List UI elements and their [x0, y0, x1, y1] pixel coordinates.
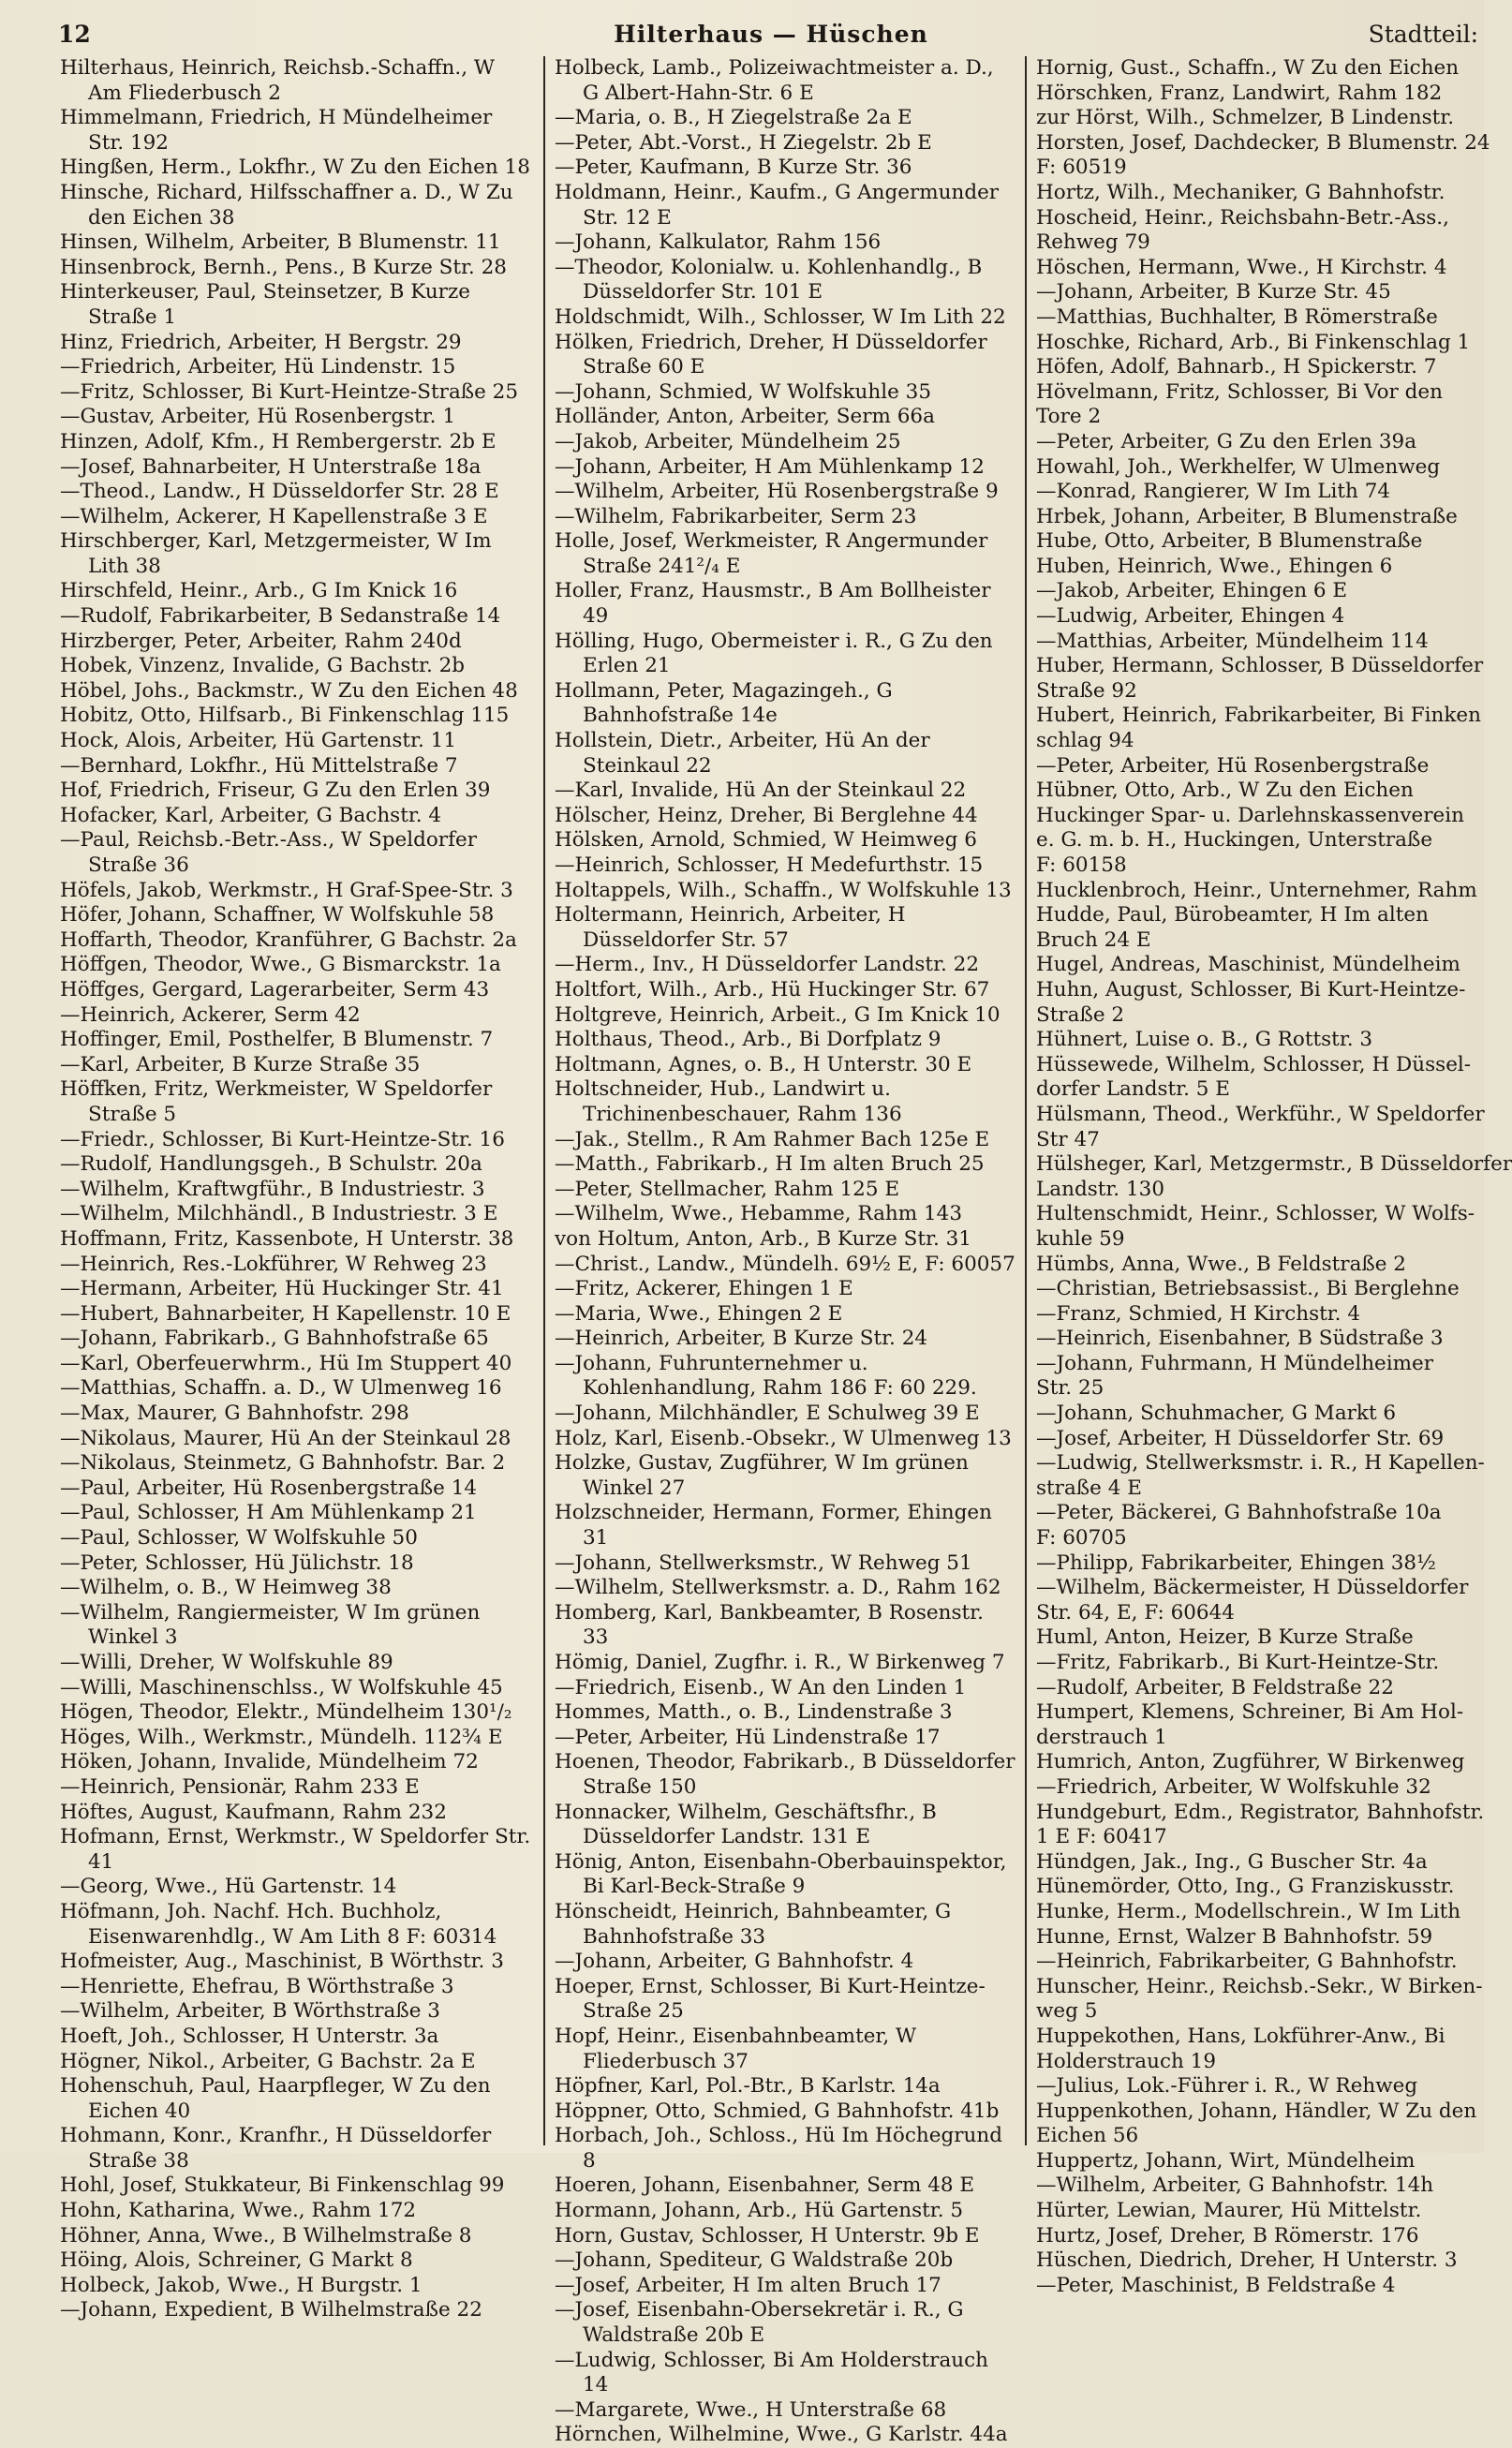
directory-entry: Hube, Otto, Arbeiter, B Blumenstraße [1036, 529, 1423, 554]
directory-entry: Hinzen, Adolf, Kfm., H Rembergerstr. 2b E [60, 429, 497, 453]
directory-entry: Holtmann, Agnes, o. B., H Unterstr. 30 E [555, 1052, 972, 1076]
directory-entry: —Ludwig, Schlosser, Bi Am Holderstrauch 14 [555, 2348, 989, 2397]
directory-entry: —Theod., Landw., H Düsseldorfer Str. 28 E [60, 480, 499, 504]
directory-entry: Hinz, Friedrich, Arbeiter, H Bergstr. 29 [60, 330, 462, 354]
directory-entry: Hilterhaus, Heinrich, Reichsb.-Schaffn., W Am Fliederbusch 2 [60, 56, 495, 105]
page-title: Hilterhaus — Hüschen [614, 21, 928, 48]
directory-entry: —Paul, Schlosser, H Am Mühlenkamp 21 [60, 1501, 477, 1525]
directory-entry: Hönig, Anton, Eisenbahn-Oberbauinspektor, Bi Karl-Beck-Straße 9 [555, 1849, 1007, 1899]
directory-entry: 1 E F: 60417 [1036, 1825, 1167, 1849]
directory-entry: Höfels, Jakob, Werkmstr., H Graf-Spee-Str. 3 [60, 878, 513, 902]
directory-entry: Hinterkeuser, Paul, Steinsetzer, B Kurze Straße 1 [60, 280, 471, 329]
directory-entry: Höschen, Hermann, Wwe., H Kirchstr. 4 [1036, 255, 1447, 279]
directory-entry: Landstr. 130 [1036, 1177, 1164, 1201]
directory-entry: Holtermann, Heinrich, Arbeiter, H Düsseldorfer Str. 57 [555, 903, 906, 952]
directory-entry: Hohl, Josef, Stukkateur, Bi Finkenschlag 99 [60, 2174, 505, 2198]
directory-entry: Hümbs, Anna, Wwe., B Feldstraße 2 [1036, 1252, 1406, 1276]
directory-entry: Straße 92 [1036, 678, 1137, 703]
directory-entry: —Franz, Schmied, H Kirchstr. 4 [1036, 1301, 1361, 1326]
directory-entry: —Fritz, Schlosser, Bi Kurt-Heintze-Straße 25 [60, 379, 519, 404]
column-3 [1025, 56, 1512, 2297]
directory-entry: Hoffinger, Emil, Posthelfer, B Blumenstr. 7 [60, 1028, 494, 1052]
directory-entry: —Friedrich, Arbeiter, W Wolfskuhle 32 [1036, 1774, 1431, 1799]
directory-entry: Hönscheidt, Heinrich, Bahnbeamter, G Bahnhofstraße 33 [555, 1899, 952, 1949]
directory-entry: —Josef, Bahnarbeiter, H Unterstraße 18a [60, 454, 482, 479]
directory-entry: —Wilhelm, Ackerer, H Kapellenstraße 3 E [60, 504, 488, 528]
directory-entry: —Heinrich, Fabrikarbeiter, G Bahnhofstr. [1036, 1950, 1458, 1974]
directory-entry: Hunke, Herm., Modellschrein., W Im Lith [1036, 1899, 1461, 1923]
directory-entry: Hörschken, Franz, Landwirt, Rahm 182 [1036, 81, 1443, 105]
directory-entry: Holländer, Anton, Arbeiter, Serm 66a [555, 405, 935, 429]
directory-entry: —Paul, Schlosser, W Wolfskuhle 50 [60, 1526, 418, 1550]
directory-columns [58, 56, 1512, 2447]
directory-entry: —Friedrich, Arbeiter, Hü Lindenstr. 15 [60, 355, 456, 379]
directory-entry: weg 5 [1036, 1999, 1098, 2024]
directory-entry: —Wilhelm, Rangiermeister, W Im grünen Winkel 3 [60, 1600, 481, 1650]
directory-entry: —Karl, Oberfeuerwhrm., Hü Im Stuppert 40 [60, 1351, 512, 1375]
directory-entry: Holtappels, Wilh., Schaffn., W Wolfskuhle 13 [555, 878, 1012, 902]
directory-entry: —Johann, Schuhmacher, G Markt 6 [1036, 1402, 1397, 1426]
directory-entry: Hürter, Lewian, Maurer, Hü Mittelstr. [1036, 2199, 1422, 2223]
directory-entry: Hinsche, Richard, Hilfsschaffner a. D., W Zu den Eichen 38 [60, 180, 513, 230]
directory-entry: Hoffmann, Fritz, Kassenbote, H Unterstr. 38 [60, 1226, 514, 1251]
directory-entry: —Jakob, Arbeiter, Ehingen 6 E [1036, 579, 1348, 603]
directory-entry: Hoeren, Johann, Eisenbahner, Serm 48 E [555, 2174, 975, 2198]
directory-entry: Högen, Theodor, Elektr., Mündelheim 130¹/₂ [60, 1700, 512, 1725]
column-2 [543, 56, 1025, 2447]
directory-entry: Str. 25 [1036, 1376, 1104, 1401]
directory-entry: —Theodor, Kolonialw. u. Kohlenhandlg., B Düsseldorfer Str. 101 E [555, 255, 983, 304]
directory-entry: Himmelmann, Friedrich, H Mündelheimer Str. 192 [60, 106, 493, 155]
directory-entry: —Christian, Betriebsassist., Bi Berglehne [1036, 1277, 1460, 1301]
directory-entry: —Josef, Arbeiter, H Düsseldorfer Str. 69 [1036, 1426, 1445, 1450]
directory-entry: Holtfort, Wilh., Arb., Hü Huckinger Str. 67 [555, 977, 990, 1001]
directory-entry: Höffgen, Theodor, Wwe., G Bismarckstr. 1a [60, 953, 501, 977]
directory-entry: Howahl, Joh., Werkhelfer, W Ulmenweg [1036, 454, 1441, 479]
directory-entry: —Konrad, Rangierer, W Im Lith 74 [1036, 480, 1391, 504]
directory-entry: Hudde, Paul, Bürobeamter, H Im alten [1036, 903, 1429, 927]
directory-entry: —Karl, Invalide, Hü An der Steinkaul 22 [555, 779, 967, 803]
directory-entry: —Rudolf, Fabrikarbeiter, B Sedanstraße 14 [60, 604, 501, 629]
directory-entry: —Matthias, Schaffn. a. D., W Ulmenweg 16 [60, 1376, 502, 1401]
directory-entry: —Peter, Maschinist, B Feldstraße 4 [1036, 2273, 1396, 2297]
directory-entry: Honnacker, Wilhelm, Geschäftsfhr., B Düsseldorfer Landstr. 131 E [555, 1800, 937, 1849]
directory-entry: e. G. m. b. H., Huckingen, Unterstraße [1036, 828, 1433, 853]
directory-entry: Hugel, Andreas, Maschinist, Mündelheim [1036, 953, 1460, 977]
directory-entry: Höing, Alois, Schreiner, G Markt 8 [60, 2248, 413, 2273]
directory-entry: Holtschneider, Hub., Landwirt u. Trichinenbeschauer, Rahm 136 [555, 1077, 902, 1126]
directory-entry: —Willi, Maschinenschlss., W Wolfskuhle 45 [60, 1675, 503, 1699]
directory-entry: —Maria, Wwe., Ehingen 2 E [555, 1301, 843, 1326]
directory-entry: derstrauch 1 [1036, 1725, 1167, 1749]
directory-entry: —Hermann, Arbeiter, Hü Huckinger Str. 41 [60, 1277, 504, 1301]
directory-entry: —Wilhelm, Wwe., Hebamme, Rahm 143 [555, 1202, 963, 1226]
directory-entry: Holthaus, Theod., Arb., Bi Dorfplatz 9 [555, 1028, 941, 1052]
column-1 [58, 56, 543, 2322]
directory-entry: —Nikolaus, Maurer, Hü An der Steinkaul 28 [60, 1426, 511, 1450]
directory-entry: —Friedrich, Eisenb., W An den Linden 1 [555, 1675, 967, 1699]
directory-entry: Hüssewede, Wilhelm, Schlosser, H Düssel- [1036, 1052, 1472, 1076]
directory-entry: Höppner, Otto, Schmied, G Bahnhofstr. 41b [555, 2099, 1000, 2123]
directory-entry: Huml, Anton, Heizer, B Kurze Straße [1036, 1625, 1414, 1650]
directory-entry: Hobitz, Otto, Hilfsarb., Bi Finkenschlag 115 [60, 704, 510, 728]
directory-entry: Holler, Franz, Hausmstr., B Am Bollheister 49 [555, 579, 991, 629]
directory-entry: F: 60519 [1036, 156, 1127, 180]
directory-entry: —Paul, Arbeiter, Hü Rosenbergstraße 14 [60, 1476, 478, 1500]
directory-entry: zur Hörst, Wilh., Schmelzer, B Lindenstr. [1036, 106, 1455, 130]
directory-entry: Höftes, August, Kaufmann, Rahm 232 [60, 1800, 447, 1824]
directory-entry: —Rudolf, Arbeiter, B Feldstraße 22 [1036, 1675, 1394, 1699]
directory-entry: Höbel, Johs., Backmstr., W Zu den Eichen 48 [60, 678, 518, 703]
directory-entry: Hövelmann, Fritz, Schlosser, Bi Vor den [1036, 379, 1443, 404]
directory-entry: Holzschneider, Hermann, Former, Ehingen 31 [555, 1501, 992, 1550]
directory-entry: Hoffarth, Theodor, Kranführer, G Bachstr. 2a [60, 927, 517, 952]
directory-entry: —Ludwig, Arbeiter, Ehingen 4 [1036, 604, 1345, 629]
directory-entry: —Wilhelm, Milchhändl., B Industriestr. 3 E [60, 1202, 498, 1226]
directory-entry: —Johann, Arbeiter, B Kurze Str. 45 [1036, 280, 1391, 304]
directory-entry: —Peter, Arbeiter, G Zu den Erlen 39a [1036, 429, 1417, 453]
directory-entry: —Peter, Kaufmann, B Kurze Str. 36 [555, 156, 912, 180]
directory-entry: Huckinger Spar- u. Darlehnskassenverein [1036, 803, 1464, 827]
directory-entry: —Heinrich, Pensionär, Rahm 233 E [60, 1774, 420, 1799]
directory-entry: Högner, Nikol., Arbeiter, G Bachstr. 2a E [60, 2049, 476, 2073]
directory-entry: straße 4 E [1036, 1476, 1142, 1500]
directory-entry: —Peter, Abt.-Vorst., H Ziegelstr. 2b E [555, 130, 932, 155]
directory-entry: Hohn, Katharina, Wwe., Rahm 172 [60, 2199, 417, 2223]
directory-entry: —Jak., Stellm., R Am Rahmer Bach 125e E [555, 1127, 990, 1151]
directory-entry: —Henriette, Ehefrau, B Wörthstraße 3 [60, 1974, 454, 1998]
directory-entry: Holdschmidt, Wilh., Schlosser, W Im Lith 22 [555, 304, 1006, 329]
directory-entry: —Johann, Schmied, W Wolfskuhle 35 [555, 379, 932, 404]
directory-entry: Hüschen, Diedrich, Dreher, H Unterstr. 3 [1036, 2248, 1458, 2273]
directory-entry: —Christ., Landw., Mündelh. 69½ E, F: 60057 [555, 1252, 1015, 1276]
directory-entry: Hölsken, Arnold, Schmied, W Heimweg 6 [555, 828, 977, 853]
directory-entry: Hunscher, Heinr., Reichsb.-Sekr., W Birken- [1036, 1974, 1483, 1998]
directory-entry: —Wilhelm, Bäckermeister, H Düsseldorfer [1036, 1576, 1469, 1600]
directory-entry: —Karl, Arbeiter, B Kurze Straße 35 [60, 1052, 421, 1076]
directory-entry: Rehweg 79 [1036, 230, 1150, 255]
directory-entry: —Willi, Dreher, W Wolfskuhle 89 [60, 1651, 393, 1674]
directory-entry: —Wilhelm, Kraftwgführ., B Industriestr. 3 [60, 1177, 485, 1201]
directory-entry: Hingßen, Herm., Lokfhr., W Zu den Eichen 18 [60, 156, 530, 180]
directory-entry: Hormann, Johann, Arb., Hü Gartenstr. 5 [555, 2199, 964, 2223]
directory-entry: Hommes, Matth., o. B., Lindenstraße 3 [555, 1700, 953, 1725]
directory-entry: —Wilhelm, Arbeiter, G Bahnhofstr. 14h [1036, 2174, 1434, 2198]
directory-entry: Holderstrauch 19 [1036, 2049, 1217, 2073]
directory-entry: Holbeck, Lamb., Polizeiwachtmeister a. D., G Albert-Hahn-Str. 6 E [555, 56, 994, 105]
directory-entry: —Jakob, Arbeiter, Mündelheim 25 [555, 429, 901, 453]
directory-entry: —Johann, Milchhändler, E Schulweg 39 E [555, 1402, 980, 1426]
directory-entry: —Johann, Kalkulator, Rahm 156 [555, 230, 882, 255]
directory-entry: Hofmeister, Aug., Maschinist, B Wörthstr. 3 [60, 1950, 504, 1974]
directory-entry: Höfen, Adolf, Bahnarb., H Spickerstr. 7 [1036, 355, 1437, 379]
directory-entry: Hoschke, Richard, Arb., Bi Finkenschlag 1 [1036, 330, 1471, 354]
directory-entry: Höfmann, Joh. Nachf. Hch. Buchholz, Eisenwarenhdlg., W Am Lith 8 F: 60314 [60, 1899, 497, 1949]
directory-entry: —Matthias, Buchhalter, B Römerstraße [1036, 304, 1438, 329]
directory-entry: —Johann, Fuhrunternehmer u. Kohlenhandlung, Rahm 186 F: 60 229. [555, 1351, 977, 1401]
directory-entry: kuhle 59 [1036, 1226, 1125, 1251]
directory-entry: Huben, Heinrich, Wwe., Ehingen 6 [1036, 554, 1393, 578]
directory-entry: Hirschfeld, Heinr., Arb., G Im Knick 16 [60, 579, 458, 603]
directory-entry: —Heinrich, Arbeiter, B Kurze Str. 24 [555, 1327, 928, 1351]
directory-entry: Hündgen, Jak., Ing., G Buscher Str. 4a [1036, 1849, 1428, 1874]
directory-entry: Huhn, August, Schlosser, Bi Kurt-Heintze- [1036, 977, 1466, 1001]
directory-entry: —Ludwig, Stellwerksmstr. i. R., H Kapellen- [1036, 1451, 1485, 1476]
directory-entry: Huber, Hermann, Schlosser, B Düsseldorfer [1036, 654, 1484, 678]
directory-entry: Hrbek, Johann, Arbeiter, B Blumenstraße [1036, 504, 1458, 528]
directory-entry: —Bernhard, Lokfhr., Hü Mittelstraße 7 [60, 753, 458, 778]
directory-entry: Hirschberger, Karl, Metzgermeister, W Im Lith 38 [60, 529, 492, 578]
directory-entry: Hühnert, Luise o. B., G Rottstr. 3 [1036, 1028, 1373, 1052]
directory-entry: Hoscheid, Heinr., Reichsbahn-Betr.-Ass., [1036, 205, 1449, 230]
directory-entry: Hoenen, Theodor, Fabrikarb., B Düsseldorfer Straße 150 [555, 1750, 1015, 1799]
directory-entry: —Wilhelm, Stellwerksmstr. a. D., Rahm 162 [555, 1576, 1001, 1600]
directory-entry: Holzke, Gustav, Zugführer, W Im grünen Winkel 27 [555, 1451, 969, 1500]
directory-entry: Bruch 24 E [1036, 927, 1151, 952]
directory-entry: Holdmann, Heinr., Kaufm., G Angermunder Str. 12 E [555, 180, 1000, 230]
directory-entry: Hurtz, Josef, Dreher, B Römerstr. 176 [1036, 2223, 1419, 2248]
directory-entry: —Peter, Arbeiter, Hü Rosenbergstraße [1036, 753, 1430, 778]
directory-entry: —Friedr., Schlosser, Bi Kurt-Heintze-Str. 16 [60, 1127, 505, 1151]
directory-entry: Hollmann, Peter, Magazingeh., G Bahnhofstraße 14e [555, 678, 893, 728]
directory-entry: Hundgeburt, Edm., Registrator, Bahnhofstr. [1036, 1800, 1485, 1824]
directory-entry: —Peter, Arbeiter, Hü Lindenstraße 17 [555, 1725, 941, 1749]
directory-entry: Tore 2 [1036, 405, 1102, 429]
page-number: 12 [58, 21, 91, 48]
directory-entry: Hoeper, Ernst, Schlosser, Bi Kurt-Heintze-Straße 25 [555, 1974, 986, 2024]
directory-entry: —Peter, Bäckerei, G Bahnhofstraße 10a [1036, 1501, 1442, 1525]
directory-entry: Höhner, Anna, Wwe., B Wilhelmstraße 8 [60, 2223, 472, 2248]
directory-entry: —Johann, Stellwerksmstr., W Rehweg 51 [555, 1550, 972, 1575]
directory-entry: —Johann, Arbeiter, G Bahnhofstr. 4 [555, 1950, 914, 1974]
directory-entry: Hübner, Otto, Arb., W Zu den Eichen [1036, 779, 1414, 803]
directory-entry: —Fritz, Fabrikarb., Bi Kurt-Heintze-Str. [1036, 1651, 1440, 1674]
directory-entry: —Peter, Stellmacher, Rahm 125 E [555, 1177, 900, 1201]
directory-entry: —Hubert, Bahnarbeiter, H Kapellenstr. 10 E [60, 1301, 511, 1326]
directory-entry: —Wilhelm, Arbeiter, Hü Rosenbergstraße 9 [555, 480, 999, 504]
directory-entry: Höpfner, Karl, Pol.-Btr., B Karlstr. 14a [555, 2074, 941, 2099]
directory-entry: Str 47 [1036, 1127, 1100, 1151]
directory-entry: schlag 94 [1036, 729, 1134, 753]
directory-entry: —Max, Maurer, G Bahnhofstr. 298 [60, 1402, 409, 1426]
directory-entry: Hünemörder, Otto, Ing., G Franziskusstr. [1036, 1875, 1455, 1899]
directory-entry: Hopf, Heinr., Eisenbahnbeamter, W Fliederbusch 37 [555, 2024, 917, 2073]
directory-entry: Hobek, Vinzenz, Invalide, G Bachstr. 2b [60, 654, 466, 678]
directory-entry: Hof, Friedrich, Friseur, G Zu den Erlen 39 [60, 779, 491, 803]
directory-entry: Huppekothen, Hans, Lokführer-Anw., Bi [1036, 2024, 1445, 2048]
directory-entry: —Georg, Wwe., Hü Gartenstr. 14 [60, 1875, 397, 1899]
directory-entry: —Wilhelm, Fabrikarbeiter, Serm 23 [555, 504, 917, 528]
directory-entry: Hultenschmidt, Heinr., Schlosser, W Wolfs- [1036, 1202, 1475, 1226]
directory-entry: Hörnchen, Wilhelmine, Wwe., G Karlstr. 44a [555, 2423, 1008, 2447]
directory-entry: Höken, Johann, Invalide, Mündelheim 72 [60, 1750, 479, 1774]
directory-entry: Höges, Wilh., Werkmstr., Mündelh. 112¾ E [60, 1725, 503, 1749]
directory-entry: Hohmann, Konr., Kranfhr., H Düsseldorfer Straße 38 [60, 2124, 492, 2173]
directory-entry: Str. 64, E, F: 60644 [1036, 1600, 1235, 1625]
directory-entry: Hubert, Heinrich, Fabrikarbeiter, Bi Finken [1036, 704, 1481, 728]
directory-entry: dorfer Landstr. 5 E [1036, 1077, 1230, 1102]
directory-entry: Homberg, Karl, Bankbeamter, B Rosenstr. 33 [555, 1600, 984, 1650]
directory-entry: —Josef, Arbeiter, H Im alten Bruch 17 [555, 2273, 941, 2297]
directory-entry: Huppertz, Johann, Wirt, Mündelheim [1036, 2148, 1416, 2173]
directory-entry: —Philipp, Fabrikarbeiter, Ehingen 38½ [1036, 1550, 1436, 1575]
directory-entry: —Wilhelm, Arbeiter, B Wörthstraße 3 [60, 1999, 440, 2024]
directory-entry: —Matth., Fabrikarb., H Im alten Bruch 25 [555, 1152, 985, 1177]
directory-entry: —Heinrich, Eisenbahner, B Südstraße 3 [1036, 1327, 1444, 1351]
directory-entry: —Heinrich, Schlosser, H Medefurthstr. 15 [555, 853, 984, 877]
directory-entry: Hohenschuh, Paul, Haarpfleger, W Zu den Eichen 40 [60, 2074, 491, 2123]
directory-entry: —Herm., Inv., H Düsseldorfer Landstr. 22 [555, 953, 980, 977]
directory-entry: Hölken, Friedrich, Dreher, H Düsseldorfer Straße 60 E [555, 330, 987, 379]
directory-entry: —Johann, Expedient, B Wilhelmstraße 22 [60, 2298, 482, 2322]
directory-entry: Hofmann, Ernst, Werkmstr., W Speldorfer Str. 41 [60, 1825, 531, 1874]
directory-entry: —Fritz, Ackerer, Ehingen 1 E [555, 1277, 853, 1301]
directory-entry: Horsten, Josef, Dachdecker, B Blumenstr. 24 [1036, 130, 1490, 155]
directory-entry: Holle, Josef, Werkmeister, R Angermunder Straße 241²/₄ E [555, 529, 988, 578]
directory-entry: Hirzberger, Peter, Arbeiter, Rahm 240d [60, 629, 462, 653]
directory-entry: Hucklenbroch, Heinr., Unternehmer, Rahm [1036, 878, 1477, 902]
directory-entry: F: 60158 [1036, 853, 1127, 877]
directory-entry: Humrich, Anton, Zugführer, W Birkenweg [1036, 1750, 1465, 1774]
directory-entry: F: 60705 [1036, 1526, 1127, 1550]
directory-entry: Horn, Gustav, Schlosser, H Unterstr. 9b E [555, 2223, 980, 2248]
directory-entry: Huppenkothen, Johann, Händler, W Zu den [1036, 2099, 1477, 2123]
directory-entry: Hölscher, Heinz, Dreher, Bi Berglehne 44 [555, 803, 978, 827]
directory-entry: Hoeft, Joh., Schlosser, H Unterstr. 3a [60, 2024, 439, 2048]
directory-entry: Höfer, Johann, Schaffner, W Wolfskuhle 58 [60, 903, 495, 927]
directory-entry: Hömig, Daniel, Zugfhr. i. R., W Birkenweg 7 [555, 1651, 1005, 1674]
directory-entry: —Josef, Eisenbahn-Obersekretär i. R., G Waldstraße 20b E [555, 2298, 964, 2348]
directory-entry: —Johann, Spediteur, G Waldstraße 20b [555, 2248, 954, 2273]
directory-entry: Hortz, Wilh., Mechaniker, G Bahnhofstr. [1036, 180, 1445, 204]
section-label: Stadtteil: [1368, 21, 1478, 48]
directory-entry: Hock, Alois, Arbeiter, Hü Gartenstr. 11 [60, 729, 456, 753]
directory-entry: Hofacker, Karl, Arbeiter, G Bachstr. 4 [60, 803, 442, 827]
directory-entry: Hölling, Hugo, Obermeister i. R., G Zu den Erlen 21 [555, 629, 993, 678]
directory-entry: —Nikolaus, Steinmetz, G Bahnhofstr. Bar. 2 [60, 1451, 506, 1476]
directory-entry: —Paul, Reichsb.-Betr.-Ass., W Speldorfer Straße 36 [60, 828, 478, 877]
directory-entry: Hinsenbrock, Bernh., Pens., B Kurze Str. 28 [60, 255, 507, 279]
directory-entry: —Wilhelm, o. B., W Heimweg 38 [60, 1576, 392, 1600]
directory-entry: Holtgreve, Heinrich, Arbeit., G Im Knick 10 [555, 1002, 1001, 1027]
directory-entry: —Julius, Lok.-Führer i. R., W Rehweg [1036, 2074, 1418, 2099]
directory-entry: Hülsheger, Karl, Metzgermstr., B Düsseldorfer [1036, 1152, 1512, 1177]
directory-entry: Hornig, Gust., Schaffn., W Zu den Eichen [1036, 56, 1460, 80]
directory-entry: —Johann, Arbeiter, H Am Mühlenkamp 12 [555, 454, 985, 479]
directory-entry: Horbach, Joh., Schloss., Hü Im Höchegrund 8 [555, 2124, 1002, 2173]
directory-entry: Hülsmann, Theod., Werkführ., W Speldorfer [1036, 1102, 1485, 1126]
directory-entry: —Johann, Fabrikarb., G Bahnhofstraße 65 [60, 1327, 489, 1351]
directory-entry: —Peter, Schlosser, Hü Jülichstr. 18 [60, 1550, 414, 1575]
directory-entry: —Gustav, Arbeiter, Hü Rosenbergstr. 1 [60, 405, 456, 429]
directory-entry: von Holtum, Anton, Arb., B Kurze Str. 31 [555, 1226, 971, 1251]
directory-entry: Hinsen, Wilhelm, Arbeiter, B Blumenstr. 11 [60, 230, 501, 255]
directory-entry: —Heinrich, Ackerer, Serm 42 [60, 1002, 361, 1027]
directory-entry: —Rudolf, Handlungsgeh., B Schulstr. 20a [60, 1152, 482, 1177]
directory-entry: —Margarete, Wwe., H Unterstraße 68 [555, 2397, 947, 2422]
directory-entry: Höffken, Fritz, Werkmeister, W Speldorfer Straße 5 [60, 1077, 493, 1126]
directory-entry: Holz, Karl, Eisenb.-Obsekr., W Ulmenweg 13 [555, 1426, 1012, 1450]
directory-entry: Holbeck, Jakob, Wwe., H Burgstr. 1 [60, 2273, 422, 2297]
directory-entry: —Johann, Fuhrmann, H Mündelheimer [1036, 1351, 1434, 1375]
page-header [58, 17, 1484, 54]
directory-entry: Eichen 56 [1036, 2124, 1139, 2148]
directory-entry: Höffges, Gergard, Lagerarbeiter, Serm 43 [60, 977, 490, 1001]
directory-entry: —Heinrich, Res.-Lokführer, W Rehweg 23 [60, 1252, 487, 1276]
directory-entry: —Matthias, Arbeiter, Mündelheim 114 [1036, 629, 1429, 653]
directory-entry: Humpert, Klemens, Schreiner, Bi Am Hol- [1036, 1700, 1464, 1725]
directory-entry: Hunne, Ernst, Walzer B Bahnhofstr. 59 [1036, 1924, 1433, 1949]
directory-entry: Hollstein, Dietr., Arbeiter, Hü An der Steinkaul 22 [555, 729, 930, 778]
directory-entry: Straße 2 [1036, 1002, 1125, 1027]
directory-entry: —Maria, o. B., H Ziegelstraße 2a E [555, 106, 912, 130]
